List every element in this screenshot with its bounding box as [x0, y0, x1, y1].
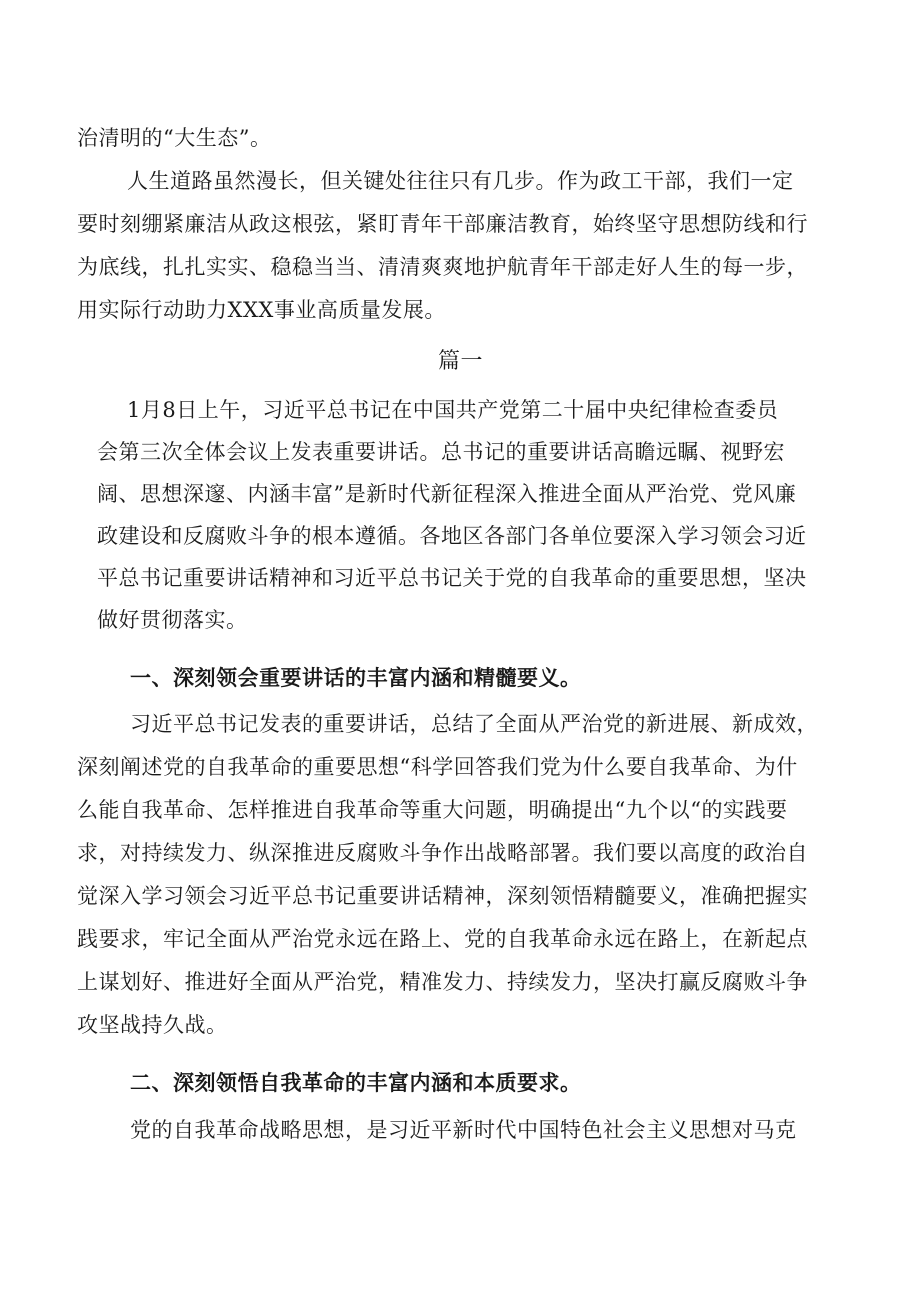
heading-2: 二、深刻领悟自我革命的丰富内涵和本质要求。 — [130, 1071, 582, 1095]
para2-line-3: 么能自我革命、怎样推进自我革命等重大问题，明确提出“九个以“的实践要 — [77, 798, 788, 822]
intro-line-5: 用实际行动助力XXX事业高质量发展。 — [77, 298, 446, 322]
intro-line-3: 要时刻绷紧廉洁从政这根弦，紧盯青年干部廉洁教育，始终坚守思想防线和行 — [77, 212, 808, 236]
intro-line-4: 为底线，扎扎实实、稳稳当当、清清爽爽地护航青年干部走好人生的每一步， — [77, 255, 808, 279]
para3-line-1: 党的自我革命战略思想，是习近平新时代中国特色社会主义思想对马克 — [130, 1118, 797, 1142]
intro-line-2: 人生道路虽然漫长，但关键处往往只有几步。作为政工干部，我们一定 — [127, 169, 794, 193]
intro-line-1: 治清明的“大生态”。 — [77, 126, 272, 150]
para1-line-6: 做好贯彻落实。 — [97, 608, 248, 632]
para1-line-3: 阔、思想深邃、内涵丰富”是新时代新征程深入推进全面从严治党、党风廉 — [97, 482, 797, 506]
para2-line-8: 攻坚战持久战。 — [77, 1013, 228, 1037]
para2-line-2: 深刻阐述党的自我革命的重要思想“科学回答我们党为什么要自我革命、为什 — [77, 755, 798, 779]
para2-line-4: 求，对持续发力、纵深推进反腐败斗争作出战略部署。我们要以高度的政治自 — [77, 841, 808, 865]
para2-line-7: 上谋划好、推进好全面从严治党，精准发力、持续发力，坚决打赢反腐败斗争 — [77, 970, 808, 994]
para2-line-1: 习近平总书记发表的重要讲话，总结了全面从严治党的新进展、新成效， — [130, 712, 818, 736]
section-title: 篇一 — [438, 349, 484, 374]
para2-line-6: 践要求，牢记全面从严治党永远在路上、党的自我革命永远在路上，在新起点 — [77, 927, 808, 951]
para1-line-1: 1月8日上午，习近平总书记在中国共产党第二十届中央纪律检查委员 — [127, 398, 779, 422]
para1-line-5: 平总书记重要讲话精神和习近平总书记关于党的自我革命的重要思想，坚决 — [97, 566, 807, 590]
para1-line-2: 会第三次全体会议上发表重要讲话。总书记的重要讲话高瞻远瞩、视野宏 — [97, 440, 785, 464]
para1-line-4: 政建设和反腐败斗争的根本遵循。各地区各部门各单位要深入学习领会习近 — [97, 524, 807, 548]
para2-line-5: 觉深入学习领会习近平总书记重要讲话精神，深刻领悟精髓要义，准确把握实 — [77, 884, 808, 908]
heading-1: 一、深刻领会重要讲话的丰富内涵和精髓要义。 — [130, 666, 582, 690]
